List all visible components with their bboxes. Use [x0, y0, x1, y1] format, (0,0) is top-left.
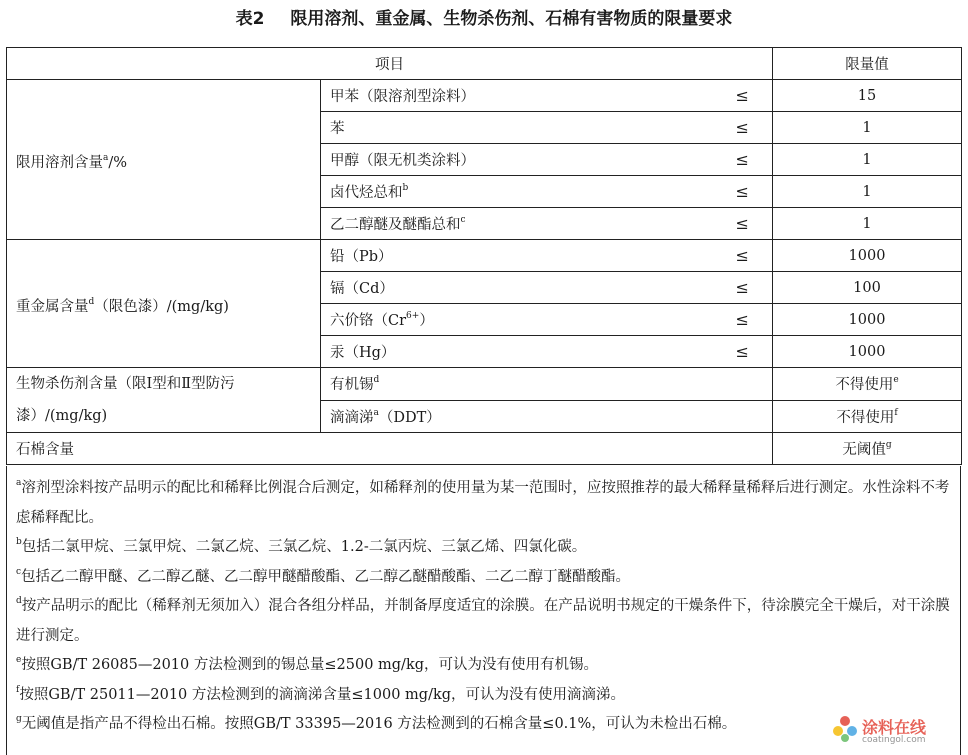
le-operator: ≤	[713, 240, 773, 272]
category-biocide: 生物杀伤剂含量（限Ⅰ型和Ⅱ型防污漆）/(mg/kg)	[7, 368, 321, 433]
item-name: 乙二醇醚及醚酯总和$^c$	[321, 208, 713, 240]
limit-value: 不得使用$^e$	[773, 368, 962, 401]
le-operator: ≤	[713, 80, 773, 112]
category-asbestos: 石棉含量	[7, 433, 773, 465]
footnote-b: $^b$包括二氯甲烷、三氯甲烷、二氯乙烷、三氯乙烷、1.2-二氯丙烷、三氯乙烯、四氯化碳。	[16, 537, 587, 555]
item-name: 甲醇（限无机类涂料）	[321, 144, 713, 176]
table-row	[7, 80, 962, 112]
le-operator: ≤	[713, 304, 773, 336]
limit-value: 15	[773, 80, 962, 112]
footnote-d: $^d$按产品明示的配比（稀释剂无须加入）混合各组分样品，并制备厚度适宜的涂膜。在产品说明书规定的干燥条件下，待涂膜完全干燥后，对干涂膜进行测定。	[16, 596, 950, 644]
table-title	[0, 2, 968, 36]
category-solvent: 限用溶剂含量$^a$/%	[7, 80, 321, 240]
item-name: 卤代烃总和$^b$	[321, 176, 713, 208]
limit-value: 1000	[773, 240, 962, 272]
table-header-row	[7, 48, 962, 80]
watermark-brand: 涂料在线	[862, 718, 927, 737]
header-item: 项目	[7, 48, 773, 80]
table-row	[7, 368, 962, 401]
footnote-f: $^f$按照GB/T 25011—2010 方法检测到的滴滴涕含量≤1000 mg/kg，可认为没有使用滴滴涕。	[16, 684, 626, 703]
limits-table	[6, 47, 962, 465]
category-heavy-metal: 重金属含量$^d$（限色漆）/(mg/kg)	[7, 240, 321, 368]
limit-value: 不得使用$^f$	[773, 400, 962, 433]
le-operator: ≤	[713, 336, 773, 368]
limit-value: 1000	[773, 336, 962, 368]
limit-value: 1	[773, 112, 962, 144]
watermark	[830, 713, 960, 751]
item-name: 有机锡$^d$	[321, 368, 773, 401]
le-operator: ≤	[713, 272, 773, 304]
watermark-logo-icon	[830, 713, 860, 743]
item-name: 镉（Cd）	[321, 272, 713, 304]
item-name: 滴滴涕$^a$（DDT）	[321, 400, 773, 433]
footnote-g: $^g$无阈值是指产品不得检出石棉。按照GB/T 33395—2016 方法检测到的石棉含量≤0.1%，可认为未检出石棉。	[16, 714, 737, 732]
limit-value: 无阈值$^g$	[773, 433, 962, 465]
header-limit: 限量值	[773, 48, 962, 80]
table-row	[7, 433, 962, 465]
limit-value: 100	[773, 272, 962, 304]
item-name: 铅（Pb）	[321, 240, 713, 272]
limit-value: 1000	[773, 304, 962, 336]
le-operator: ≤	[713, 112, 773, 144]
limit-value: 1	[773, 144, 962, 176]
item-name: 六价铬$(Cr^{6+})$	[321, 304, 713, 336]
footnote-e: $^e$按照GB/T 26085—2010 方法检测到的锡总量≤2500 mg/kg，可认为没有使用有机锡。	[16, 655, 599, 673]
item-name: 汞（Hg）	[321, 336, 713, 368]
item-name: 甲苯（限溶剂型涂料）	[321, 80, 713, 112]
footnote-c: $^c$包括乙二醇甲醚、乙二醇乙醚、乙二醇甲醚醋酸酯、乙二醇乙醚醋酸酯、二乙二醇丁醚醋酸酯。	[16, 566, 631, 585]
table-title-text: 限用溶剂、重金属、生物杀伤剂、石棉有害物质的限量要求	[290, 9, 733, 29]
le-operator: ≤	[713, 176, 773, 208]
limit-value: 1	[773, 176, 962, 208]
table-number: 表2	[235, 9, 265, 29]
limit-value: 1	[773, 208, 962, 240]
le-operator: ≤	[713, 208, 773, 240]
footnote-a: $^a$溶剂型涂料按产品明示的配比和稀释比例混合后测定，如稀释剂的使用量为某一范围时，应按照推荐的最大稀释量稀释后进行测定。水性涂料不考虑稀释配比。	[16, 478, 950, 526]
le-operator: ≤	[713, 144, 773, 176]
table-row	[7, 240, 962, 272]
table-footnotes	[6, 466, 961, 755]
item-name: 苯	[321, 112, 713, 144]
watermark-url: coatingol.com	[862, 735, 926, 745]
